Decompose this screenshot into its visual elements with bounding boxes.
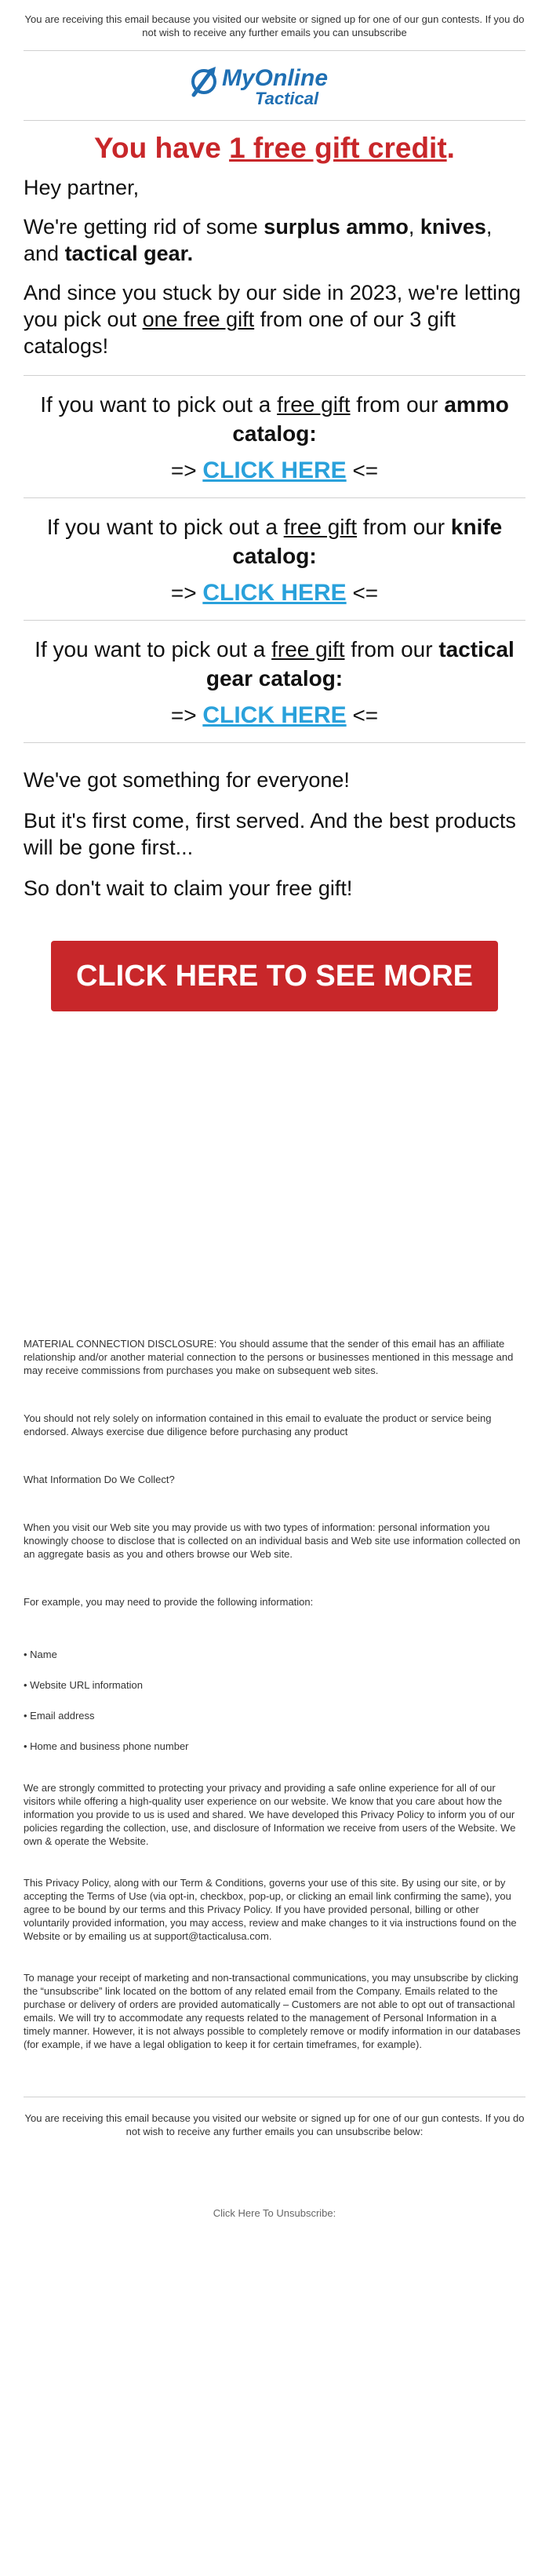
preheader-text: You are receiving this email because you visited our website or signed up for one of our gun contests. If you do not wish to receive any further emails you can unsubscribe xyxy=(24,13,525,38)
gear-click-here-link[interactable]: CLICK HERE xyxy=(202,702,347,728)
catalog-text: If you want to pick out a free gift from our ammo catalog: xyxy=(40,392,509,446)
two-types-text: When you visit our Web site you may provide us with two types of information: personal information you knowingly choose to disclose that is collected on an individual basis and Web site use information collected on an aggregate basis as you and others browse our Web site. xyxy=(24,1521,521,1560)
greeting: Hey partner, xyxy=(24,176,140,199)
manage-communications-text: To manage your receipt of marketing and non-transactional communications, you may unsubscribe by clicking the “unsubscribe” link located on the bottom of any related email from the Company. Emails related to the purchase or delivery of orders are provided automatically – Customers are not able to opt out of transactional emails. We will try to accommodate any requests related to the management of Personal Information in a timely manner. However, it is not always possible to completely remove or modify information in our databases (for example, if we have a legal obligation to keep it for certain timeframes, for example). xyxy=(24,1972,521,2050)
closing-line-3: So don't wait to claim your free gift! xyxy=(24,876,353,900)
logo-icon xyxy=(184,60,365,111)
headline xyxy=(24,132,525,165)
unsubscribe-link[interactable]: Click Here To Unsubscribe: xyxy=(213,2207,336,2219)
closing-line-1: We've got something for everyone! xyxy=(24,768,350,792)
intro-paragraph-2: And since you stuck by our side in 2023, we're letting you pick out one free gift from one of our 3 gift catalogs! xyxy=(24,281,522,358)
closing xyxy=(24,767,525,902)
list-item: • Home and business phone number xyxy=(24,1740,189,1752)
disclosure-text: MATERIAL CONNECTION DISCLOSURE: You should assume that the sender of this email has an affiliate relationship and/or another material connection to the persons or businesses mentioned in this message and may receive commissions from purchases you make on subsequent web sites. xyxy=(24,1338,514,1376)
reliance-text: You should not rely solely on information contained in this email to evaluate the product or service being endorsed. Always exercise due diligence before purchasing any product xyxy=(24,1412,492,1437)
catalog-text: If you want to pick out a free gift from our tactical gear catalog: xyxy=(35,637,514,690)
headline-post: . xyxy=(446,132,455,164)
brand-logo[interactable] xyxy=(24,51,525,120)
catalog-link-row: => CLICK HERE <= xyxy=(170,580,379,606)
catalog-ammo xyxy=(24,376,525,497)
gift-credit-link[interactable]: 1 free gift credit xyxy=(229,132,447,164)
catalog-link-row: => CLICK HERE <= xyxy=(170,702,379,728)
list-item: • Website URL information xyxy=(24,1679,143,1691)
knife-click-here-link[interactable]: CLICK HERE xyxy=(202,580,347,606)
brand-name-top: MyOnline xyxy=(222,65,329,91)
intro xyxy=(24,174,525,359)
footer-note: You are receiving this email because you visited our website or signed up for one of our gun contests. If you do not wish to receive any further emails you can unsubscribe below: xyxy=(24,2112,525,2137)
privacy-policy-text: This Privacy Policy, along with our Term & Conditions, governs your use of this site. By using our site, or by accepting the Terms of Use (via opt-in, checkbox, pop-up, or clicking an email link confirming the same), you agree to be bound by our terms and this Privacy Policy. If you have provided personal, billing or other voluntarily provided information, you may access, review and make changes to it via instructions found on the Website or by emailing us at support@tacticalusa.com. xyxy=(24,1877,517,1942)
intro-paragraph-1: We're getting rid of some surplus ammo, knives, and tactical gear. xyxy=(24,215,493,265)
brand-name-bottom: Tactical xyxy=(255,89,319,108)
list-item: • Email address xyxy=(24,1710,95,1722)
example-text: For example, you may need to provide the following information: xyxy=(24,1596,314,1608)
catalog-text: If you want to pick out a free gift from our knife catalog: xyxy=(46,515,503,568)
what-info-heading: What Information Do We Collect? xyxy=(24,1474,175,1485)
catalog-tactical-gear xyxy=(24,621,525,742)
info-list xyxy=(24,1648,525,1753)
divider xyxy=(24,120,525,121)
divider xyxy=(24,742,525,743)
closing-line-2: But it's first come, first served. And the best products will be gone first... xyxy=(24,809,516,859)
legal-section xyxy=(24,1337,525,2051)
catalog-knife xyxy=(24,498,525,620)
commitment-text: We are strongly committed to protecting your privacy and providing a safe online experience for all of our visitors while offering a high-quality user experience on our website. We know that you care about how the information you provide to us is used and shared. We have developed this Privacy Policy to inform you of our policies regarding the collection, use, and disclosure of Information we receive from users of the Website. We own & operate the Website. xyxy=(24,1782,516,1847)
headline-pre: You have xyxy=(94,132,230,164)
list-item: • Name xyxy=(24,1649,57,1660)
email-body xyxy=(24,0,525,2219)
see-more-button[interactable]: CLICK HERE TO SEE MORE xyxy=(51,941,498,1011)
catalog-link-row: => CLICK HERE <= xyxy=(170,457,379,483)
ammo-click-here-link[interactable]: CLICK HERE xyxy=(202,457,347,483)
